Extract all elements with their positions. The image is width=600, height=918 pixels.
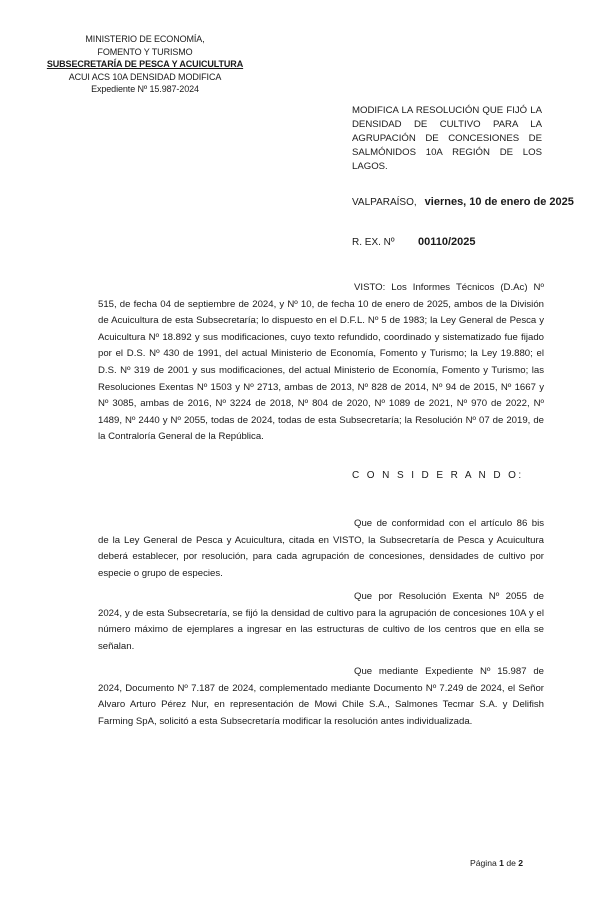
considerando-item bbox=[98, 516, 544, 582]
page-word: Página bbox=[470, 858, 497, 868]
current-page: 1 bbox=[499, 858, 504, 868]
considerando-heading: C O N S I D E R A N D O: bbox=[352, 470, 524, 481]
of-word: de bbox=[506, 858, 516, 868]
page-number bbox=[470, 858, 550, 868]
considerando-item bbox=[98, 664, 544, 730]
considerando-text: Que por Resolución Exenta Nº 2055 de 2024, y de esta Subsecretaría, se fijó la densidad de cultivo para la agrupación de concesiones 10A y el número máximo de ejemplares a ingresar en las estructuras de cultivo de los centros que en ella se señalan. bbox=[98, 591, 544, 652]
considerando-text: Que de conformidad con el artículo 86 bis de la Ley General de Pesca y Acuicultura, citada en VISTO, la Subsecretaría de Pesca y Acuicultura deberá establecer, por resolución, para cada agrupación de concesiones, densidades de cultivo por especie o grupo de especies. bbox=[98, 518, 544, 579]
ministry-name: MINISTERIO DE ECONOMÍA, bbox=[85, 34, 205, 44]
resolution-value: 00110/2025 bbox=[418, 236, 476, 248]
place-and-date bbox=[352, 196, 582, 208]
subsecretaria-name: SUBSECRETARÍA DE PESCA Y ACUICULTURA bbox=[46, 59, 244, 69]
document-code: ACUI ACS 10A DENSIDAD MODIFICA bbox=[68, 71, 222, 82]
ministry-subname: FOMENTO Y TURISMO bbox=[97, 46, 193, 57]
visto-paragraph bbox=[98, 280, 544, 446]
place: VALPARAÍSO, bbox=[352, 197, 417, 208]
resolution-number bbox=[352, 236, 552, 248]
expediente-number: Expediente Nº 15.987-2024 bbox=[91, 84, 199, 94]
considerando-text: Que mediante Expediente Nº 15.987 de 2024, Documento Nº 7.187 de 2024, complementado mediante Documento Nº 7.249 de 2024, el Señor Alvaro Arturo Pérez Nur, en representación de Mowi Chile S.A., Salmones Tecmar S.A. y Delifish Farming SpA, solicitó a esta Subsecretaría modificar la resolución antes individualizada. bbox=[98, 666, 544, 727]
resolution-summary: MODIFICA LA RESOLUCIÓN QUE FIJÓ LA DENSIDAD DE CULTIVO PARA LA AGRUPACIÓN DE CONCESIONES DE SALMÓNIDOS 10A REGIÓN DE LOS LAGOS. bbox=[352, 105, 542, 172]
date: viernes, 10 de enero de 2025 bbox=[424, 196, 574, 208]
resolution-label: R. EX. Nº bbox=[352, 237, 395, 248]
total-pages: 2 bbox=[518, 858, 524, 868]
visto-text: VISTO: Los Informes Técnicos (D.Ac) Nº 515, de fecha 04 de septiembre de 2024, y Nº 10, de fecha 10 de enero de 2025, ambos de la División de Acuicultura de esta Subsecretaría; lo dispuesto en el D.F.L. Nº 5 de 1983; la Ley General de Pesca y Acuicultura Nº 18.892 y sus modificaciones, cuyo texto refundido, coordinado y sistematizado fue fijado por el D.S. Nº 430 de 1991, del actual Ministerio de Economía, Fomento y Turismo; la Ley 19.880; el D.S. Nº 319 de 2001 y sus modificaciones, del actual Ministerio de Economía, Fomento y Turismo; las Resoluciones Exentas Nº 1503 y Nº 2713, ambas de 2013, Nº 828 de 2014, Nº 94 de 2015, Nº 1667 y Nº 3085, ambas de 2016, Nº 3224 de 2018, Nº 804 de 2020, Nº 1089 de 2021, Nº 970 de 2022, Nº 1489, Nº 2440 y Nº 2055, todas de 2024, todas de esta Subsecretaría; la Resolución Nº 07 de 2019, de la Contraloría General de la República. bbox=[98, 282, 544, 443]
issuer-header bbox=[40, 33, 250, 96]
considerando-item bbox=[98, 589, 544, 655]
